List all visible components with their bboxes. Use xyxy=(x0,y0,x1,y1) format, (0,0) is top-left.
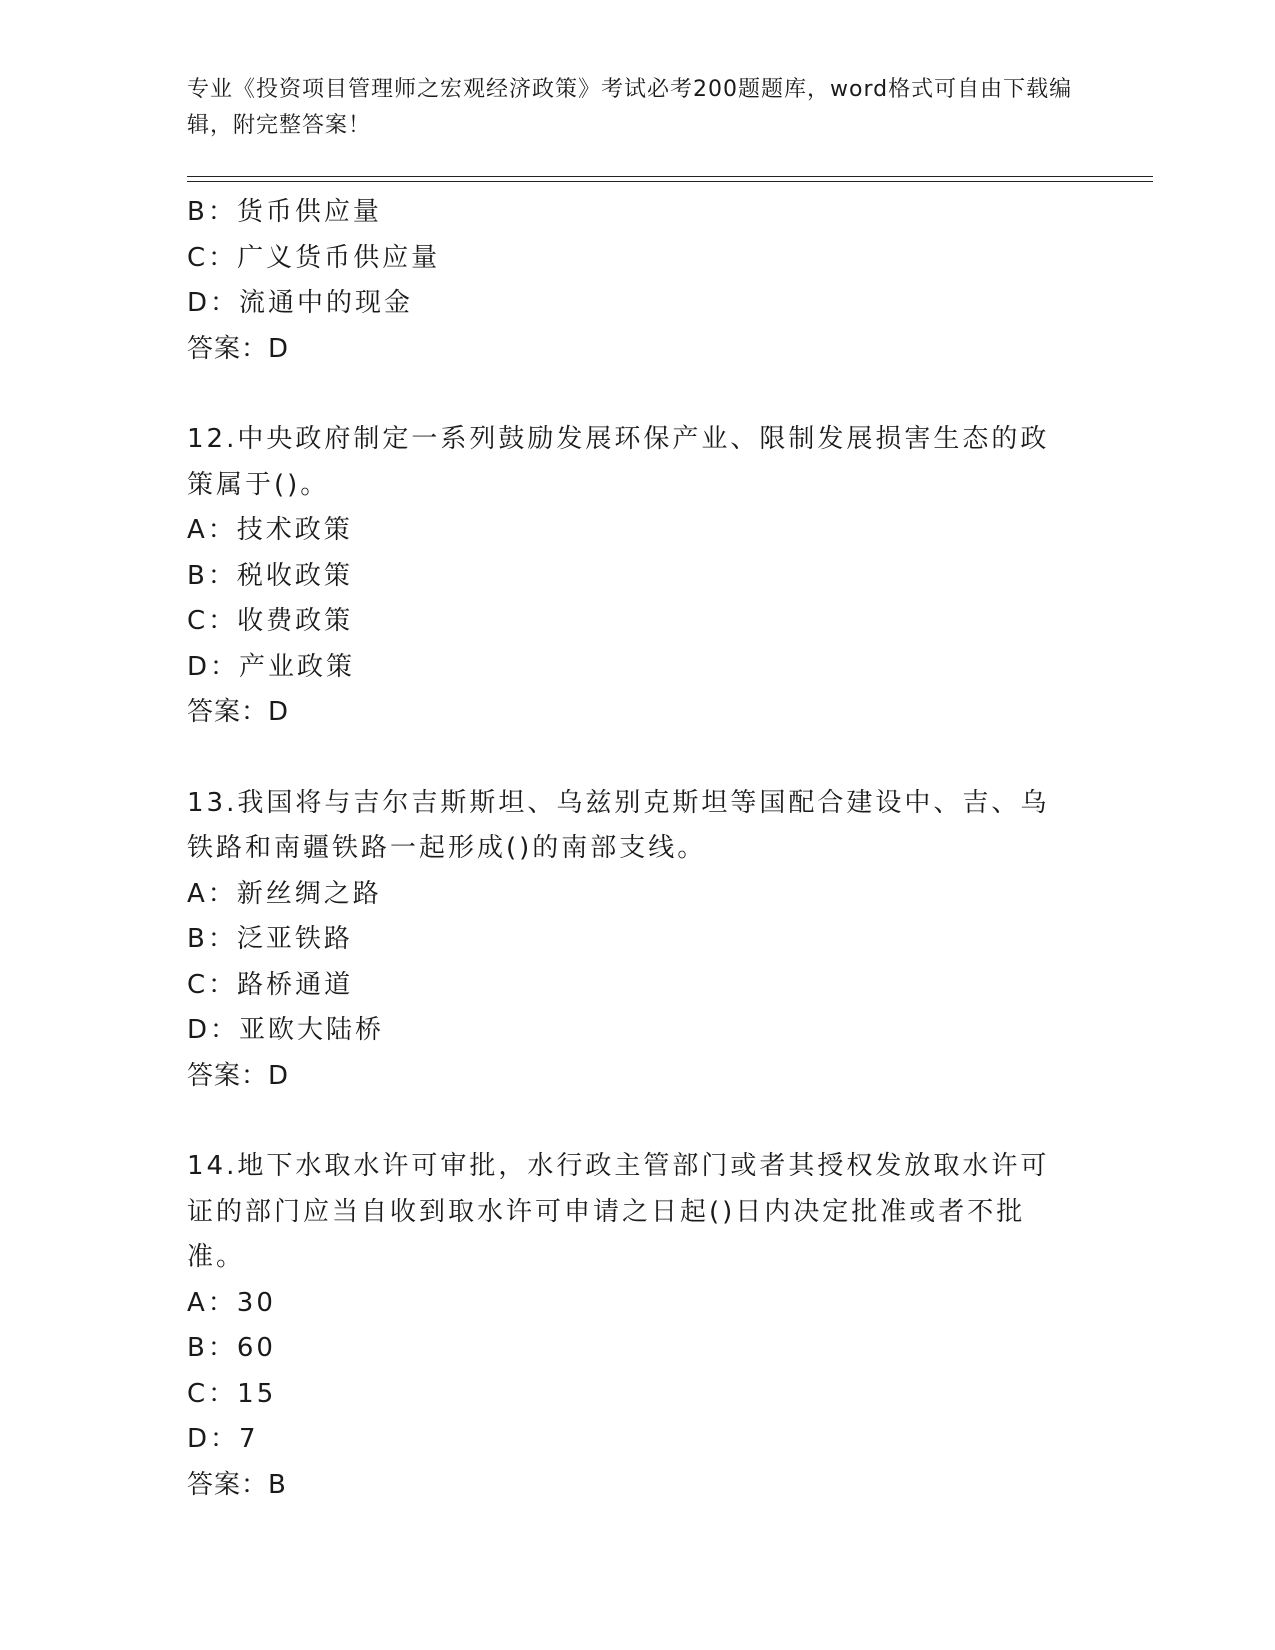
option-d: D：7 xyxy=(187,1424,259,1454)
answer-line: 答案：D xyxy=(187,333,290,364)
question-content xyxy=(187,190,1087,1508)
option-c: C：收费政策 xyxy=(187,606,354,636)
option-b: B：税收政策 xyxy=(187,560,353,591)
spacer xyxy=(187,736,1087,781)
header-divider xyxy=(187,176,1153,182)
option-d: D：产业政策 xyxy=(187,651,356,682)
answer-line: 答案：D xyxy=(187,697,290,727)
spacer xyxy=(187,372,1087,417)
option-b: B：60 xyxy=(187,1333,276,1363)
option-b: B：泛亚铁路 xyxy=(187,924,353,954)
option-b: B：货币供应量 xyxy=(187,197,382,227)
option-a: A：新丝绸之路 xyxy=(187,878,382,909)
option-c: C：路桥通道 xyxy=(187,969,354,1000)
page-header-text: 专业《投资项目管理师之宏观经济政策》考试必考200题题库，word格式可自由下载编辑，附完整答案！ xyxy=(187,77,1073,138)
question-12 xyxy=(187,417,1087,736)
option-d: D：亚欧大陆桥 xyxy=(187,1015,385,1045)
question-14 xyxy=(187,1144,1087,1508)
option-c: C：广义货币供应量 xyxy=(187,242,441,273)
question-stem: 14.地下水取水许可审批，水行政主管部门或者其授权发放取水许可证的部门应当自收到取水许可申请之日起()日内决定批准或者不批准。 xyxy=(187,1151,1050,1272)
option-d: D：流通中的现金 xyxy=(187,288,414,318)
question-13 xyxy=(187,781,1087,1100)
option-c: C：15 xyxy=(187,1378,277,1409)
option-a: A：技术政策 xyxy=(187,515,353,545)
answer-line: 答案：D xyxy=(187,1060,290,1091)
question-stem: 12.中央政府制定一系列鼓励发展环保产业、限制发展损害生态的政策属于()。 xyxy=(187,424,1050,500)
partial-question xyxy=(187,190,1087,372)
spacer xyxy=(187,1099,1087,1144)
question-stem: 13.我国将与吉尔吉斯斯坦、乌兹别克斯坦等国配合建设中、吉、乌铁路和南疆铁路一起形成()的南部支线。 xyxy=(187,787,1050,863)
option-a: A：30 xyxy=(187,1287,276,1318)
answer-line: 答案：B xyxy=(187,1469,287,1500)
